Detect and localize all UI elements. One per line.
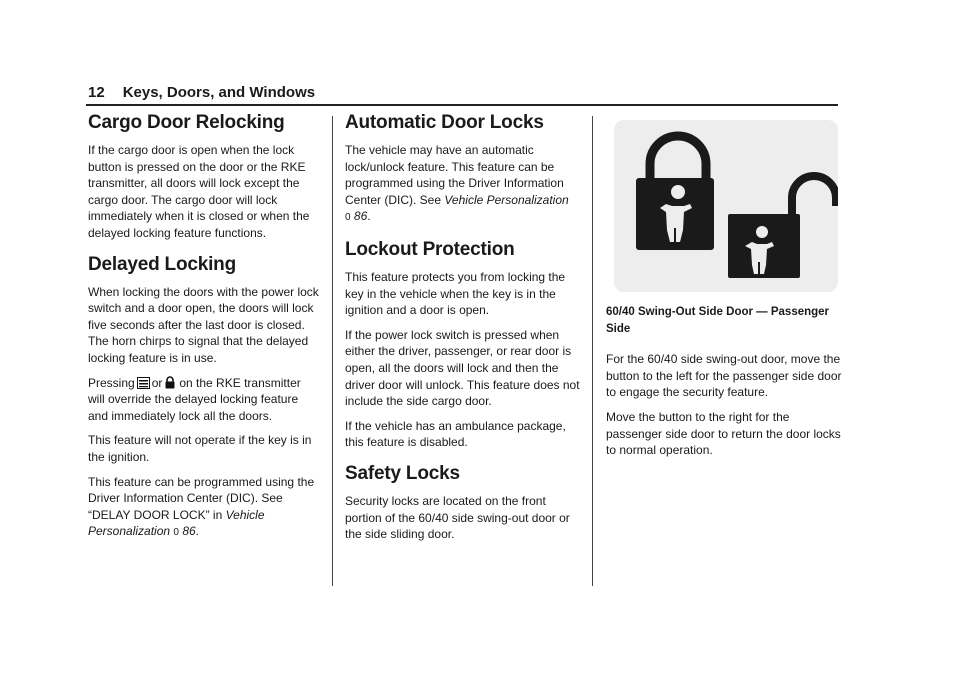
header-rule (86, 104, 838, 106)
text-rke-override: on the RKE transmitter will override the delayed locking feature and immediately lock all the doors. (88, 375, 301, 423)
page-header (88, 84, 315, 101)
child-lock-unlocked-icon (728, 176, 836, 278)
section-title: Keys, Doors, and Windows (122, 84, 316, 101)
page-ref-icon: 0 (173, 527, 179, 539)
cargo-door-relocking-heading: Cargo Door Relocking (88, 112, 285, 133)
figure-caption: 60/40 Swing-Out Side Door — Passenger Side (606, 306, 830, 335)
child-lock-locked-icon (636, 136, 714, 250)
rke-lock-button-icon (137, 377, 150, 389)
safety-paragraph: Security locks are located on the front portion of the 60/40 side swing-out door or the side sliding door. (345, 493, 570, 542)
column-divider-1 (332, 116, 333, 586)
child-lock-figure (614, 120, 838, 292)
cargo-paragraph: If the cargo door is open when the lock button is pressed on the door or the RKE transmitter, all doors will lock except the cargo door. The cargo door will lock immediately when it is closed or when the delayed locking feature functions. (88, 143, 310, 240)
lockout-paragraph-2: If the power lock switch is pressed when either the driver, passenger, or rear door is open, all the doors will lock and then the driver door will unlock. This feature does not include the side cargo door. (345, 327, 580, 409)
text-program: This feature can be programmed using the Driver Information Center (DIC). See “DELAY DOOR LOCK” in (88, 474, 315, 522)
lockout-paragraph-1: This feature protects you from locking the key in the vehicle when the key is in the ignition and a door is open. (345, 269, 566, 318)
page-number: 12 (88, 84, 105, 101)
text-or: or (151, 375, 163, 390)
auto-paragraph: The vehicle may have an automatic lock/unlock feature. This feature can be programmed using the Driver Information Center (DIC). See Vehicle Personalization 0 86. (345, 143, 569, 224)
lock-icon (164, 376, 177, 388)
column-1 (88, 112, 320, 550)
column-3 (606, 112, 842, 467)
automatic-door-locks-heading: Automatic Door Locks (345, 112, 544, 133)
delayed-locking-heading: Delayed Locking (88, 253, 236, 275)
delayed-paragraph-1: When locking the doors with the power lock switch and a door open, the doors will lock five seconds after the last door is closed. The horn chirps to signal that the delayed locking feature is in use. (88, 284, 319, 365)
column-2 (345, 112, 581, 551)
swing-out-paragraph-1: For the 60/40 side swing-out door, move the button to the left for the passenger side door to engage the security feature. (606, 352, 842, 400)
delayed-paragraph-3: This feature will not operate if the key is in the ignition. (88, 433, 312, 464)
safety-locks-heading: Safety Locks (345, 462, 460, 484)
column-divider-2 (592, 116, 593, 586)
lockout-protection-heading: Lockout Protection (345, 238, 515, 260)
vehicle-personalization-link[interactable]: Vehicle Personalization (444, 192, 569, 207)
page-ref-icon: 0 (345, 212, 351, 224)
lockout-paragraph-3: If the vehicle has an ambulance package, this feature is disabled. (345, 418, 566, 450)
page-ref-number[interactable]: 86 (353, 209, 368, 224)
delayed-paragraph-4: This feature can be programmed using the Driver Information Center (DIC). See “DELAY DOOR LOCK” in Vehicle Personalization 0 86. (88, 474, 315, 539)
page-ref-number[interactable]: 86 (182, 524, 196, 539)
swing-out-paragraph-2: Move the button to the right for the passenger side door to return the door locks to normal operation. (606, 409, 841, 458)
delayed-paragraph-2 (88, 375, 320, 425)
vehicle-personalization-link[interactable]: Vehicle Personalization (88, 507, 265, 539)
text-pressing: Pressing (88, 375, 135, 390)
text-auto: The vehicle may have an automatic lock/unlock feature. This feature can be programmed using the Driver Information Center (DIC). See (345, 143, 564, 207)
